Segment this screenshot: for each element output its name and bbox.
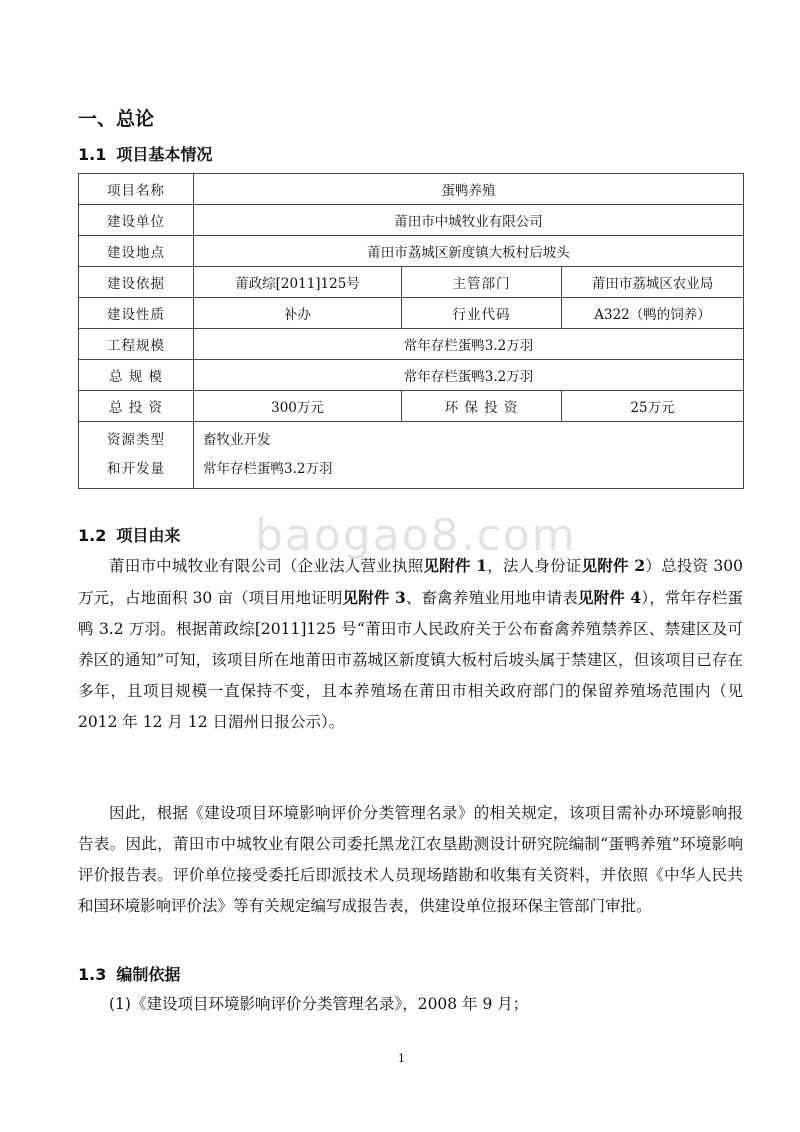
basis-list-item: (1)《建设项目环境影响评价分类管理名录》，2008 年 9 月； [109,995,529,1013]
table-label: 总 规 模 [79,360,194,391]
table-value: 补办 [194,298,402,329]
table-row [79,329,744,360]
table-value: 莆田市中城牧业有限公司 [194,205,744,236]
text-run: ），常年存栏蛋鸭 3.2 万羽。根据莆政综[2011]125 号“莆田市人民政府关于公布畜禽养殖禁养区、禁建区及可养区的通知”可知，该项目所在地莆田市荔城区新度镇大板村后坡头属于禁建区，但该项目已存在多年，且项目规模一直保持不变，且本养殖场在莆田市相关政府部门的保留养殖场范围内（见 2012 年 12 月 12 日湄州日报公示）。 [78,589,743,731]
paragraph-origin-1 [78,550,743,738]
table-value: 莆田市荔城区新度镇大板村后坡头 [194,236,744,267]
table-label: 建设性质 [79,298,194,329]
table-value [194,422,744,489]
text-run: ，法人身份证 [487,557,582,575]
section-number: 1.1 [78,145,107,164]
table-row [79,236,744,267]
appendix-ref: 见附件 3 [342,588,406,607]
section-title: 项目由来 [116,526,181,545]
table-label: 行业代码 [402,298,562,329]
table-value: 莆田市荔城区农业局 [562,267,744,298]
section-heading-1-1 [78,142,212,165]
section-number: 1.2 [78,526,107,545]
page-number: 1 [398,1052,405,1065]
resource-label-line1: 资源类型 [107,432,165,448]
table-row [79,267,744,298]
section-heading-1-3 [78,962,180,985]
paragraph-origin-2: 因此，根据《建设项目环境影响评价分类管理名录》的相关规定，该项目需补办环境影响报告表。因此，莆田市中城牧业有限公司委托黑龙江农垦勘测设计研究院编制“蛋鸭养殖”环境影响评价报告表。评价单位接受委托后即派技术人员现场踏勘和收集有关资料，并依照《中华人民共和国环境影响评价法》等有关规定编写成报告表，供建设单位报环保主管部门审批。 [78,804,743,915]
table-label: 环 保 投 资 [402,391,562,422]
appendix-ref: 见附件 1 [423,556,488,575]
table-label: 建设单位 [79,205,194,236]
table-row [79,205,744,236]
table-row-resource [79,422,744,489]
table-row [79,174,744,205]
table-label: 主管部门 [402,267,562,298]
table-label: 工程规模 [79,329,194,360]
table-value: 莆政综[2011]125号 [194,267,402,298]
appendix-ref: 见附件 2 [581,556,646,575]
watermark: baogao8.com [255,510,577,561]
chapter-heading: 一、总论 [78,108,155,130]
table-value: 常年存栏蛋鸭3.2万羽 [194,329,744,360]
table-label: 项目名称 [79,174,194,205]
table-label: 建设地点 [79,236,194,267]
project-info-table [78,173,744,489]
section-number: 1.3 [78,965,107,984]
table-label [79,422,194,489]
table-value: A322（鸭的饲养） [562,298,744,329]
section-title: 项目基本情况 [116,145,213,164]
resource-value-line2: 常年存栏蛋鸭3.2万羽 [203,461,333,477]
table-label: 建设依据 [79,267,194,298]
table-value: 25万元 [562,391,744,422]
text-run: 莆田市中城牧业有限公司（企业法人营业执照 [109,557,424,575]
section-heading-1-2 [78,523,180,546]
section-title: 编制依据 [116,965,181,984]
table-label: 总 投 资 [79,391,194,422]
text-run: ）总投资 300 万元，占地面积 30 亩（项目用地证明 [78,557,743,607]
table-row [79,298,744,329]
table-row [79,391,744,422]
resource-value-line1: 畜牧业开发 [203,432,271,448]
table-value: 300万元 [194,391,402,422]
appendix-ref: 见附件 4 [577,588,642,607]
table-row [79,360,744,391]
resource-label-line2: 和开发量 [107,461,165,477]
table-value: 蛋鸭养殖 [194,174,744,205]
table-value: 常年存栏蛋鸭3.2万羽 [194,360,744,391]
text-run: 、畜禽养殖业用地申请表 [405,589,578,607]
